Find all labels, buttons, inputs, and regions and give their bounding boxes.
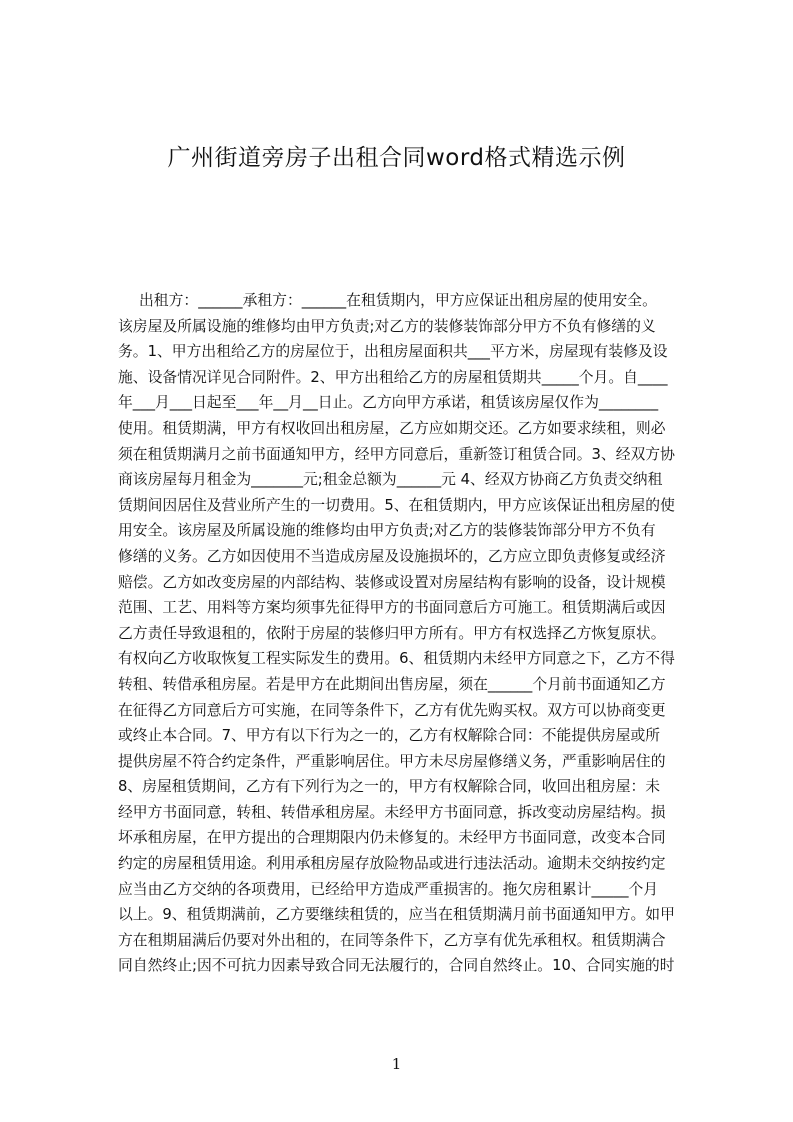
- body-line: 乙方责任导致退租的，依附于房屋的装修归甲方所有。甲方有权选择乙方恢复原状。: [118, 624, 666, 642]
- body-line: 年___月___日起至___年__月__日止。乙方向甲方承诺，租赁该房屋仅作为________: [118, 394, 659, 412]
- body-line: 提供房屋不符合约定条件，严重影响居住。甲方未尽房屋修缮义务，严重影响居住的: [118, 752, 666, 770]
- body-line: 商该房屋每月租金为_______元;租金总额为______元 4、经双方协商乙方负责交纳租: [118, 471, 663, 489]
- body-line: 坏承租房屋，在甲方提出的合理期限内仍未修复的。未经甲方书面同意，改变本合同: [118, 829, 666, 847]
- body-line: 以上。9、租赁期满前，乙方要继续租赁的，应当在租赁期满月前书面通知甲方。如甲: [118, 906, 675, 924]
- body-line: 同自然终止;因不可抗力因素导致合同无法履行的，合同自然终止。10、合同实施的时: [118, 957, 675, 975]
- body-line: 该房屋及所属设施的维修均由甲方负责;对乙方的装修装饰部分甲方不负有修缮的义: [118, 317, 656, 335]
- body-line: 用安全。该房屋及所属设施的维修均由甲方负责;对乙方的装修装饰部分甲方不负有: [118, 522, 656, 540]
- document-body: [118, 288, 696, 979]
- body-line: 或终止本合同。7、甲方有以下行为之一的，乙方有权解除合同：不能提供房屋或所: [118, 727, 661, 745]
- body-line: 转租、转借承租房屋。若是甲方在此期间出售房屋，须在______个月前书面通知乙方: [118, 675, 666, 693]
- body-line: 赁期间因居住及营业所产生的一切费用。5、在租赁期内，甲方应该保证出租房屋的使: [118, 496, 675, 514]
- body-line: 应当由乙方交纳的各项费用，已经给甲方造成严重损害的。拖欠房租累计_____个月: [118, 880, 659, 898]
- body-line: 有权向乙方收取恢复工程实际发生的费用。6、租赁期内未经甲方同意之下，乙方不得: [118, 650, 675, 668]
- body-line: 经甲方书面同意，转租、转借承租房屋。未经甲方书面同意，拆改变动房屋结构。损: [118, 803, 666, 821]
- body-line: 施、设备情况详见合同附件。2、甲方出租给乙方的房屋租赁期共_____个月。自____: [118, 368, 668, 386]
- page-number: 1: [391, 1055, 402, 1073]
- document-title: 广州街道旁房子出租合同word格式精选示例: [167, 145, 626, 171]
- body-line: 使用。租赁期满，甲方有权收回出租房屋，乙方应如期交还。乙方如要求续租，则必: [118, 419, 666, 437]
- body-line: 在征得乙方同意后方可实施，在同等条件下，乙方有优先购买权。双方可以协商变更: [118, 701, 666, 719]
- body-line: 修缮的义务。乙方如因使用不当造成房屋及设施损坏的，乙方应立即负责修复或经济: [118, 547, 666, 565]
- body-line: 务。1、甲方出租给乙方的房屋位于，出租房屋面积共___平方米，房屋现有装修及设: [118, 343, 668, 361]
- body-line: 范围、工艺、用料等方案均须事先征得甲方的书面同意后方可施工。租赁期满后或因: [118, 599, 666, 617]
- body-line: 8、房屋租赁期间，乙方有下列行为之一的，甲方有权解除合同，收回出租房屋：未: [118, 778, 661, 796]
- body-line: 出租方：______承租方：______在租赁期内，甲方应保证出租房屋的使用安全。: [139, 292, 657, 309]
- body-line: 约定的房屋租赁用途。利用承租房屋存放险物品或进行违法活动。逾期未交纳按约定: [118, 855, 666, 873]
- body-line: 赔偿。乙方如改变房屋的内部结构、装修或设置对房屋结构有影响的设备，设计规模: [118, 573, 666, 591]
- body-line: 须在租赁期满月之前书面通知甲方，经甲方同意后，重新签订租赁合同。3、经双方协: [118, 445, 675, 463]
- body-line: 方在租期届满后仍要对外出租的，在同等条件下，乙方享有优先承租权。租赁期满合: [118, 931, 666, 949]
